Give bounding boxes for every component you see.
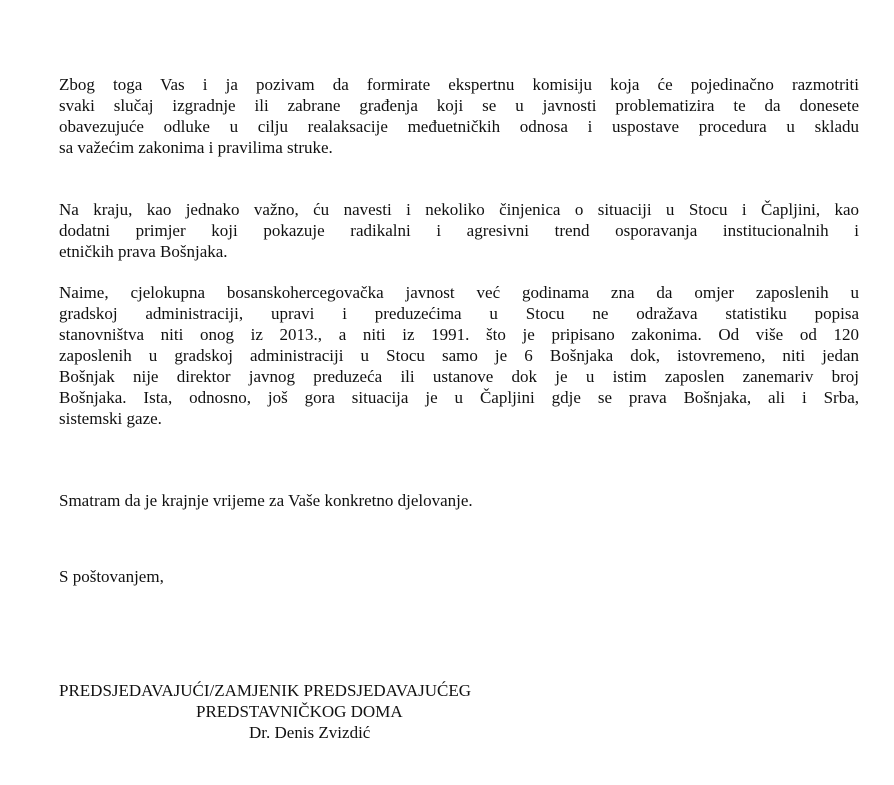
text-line: Smatram da je krajnje vrijeme za Vaše konkretno djelovanje. xyxy=(59,491,473,510)
text-line: etničkih prava Bošnjaka. xyxy=(59,242,228,261)
paragraph-employment-statistics xyxy=(59,282,859,429)
text-line: Zbog toga Vas i ja pozivam da formirate ekspertnu komisiju koja će pojedinačno razmotriti xyxy=(59,75,859,94)
paragraph-expert-commission xyxy=(59,74,859,158)
text-line: Bošnjaka. Ista, odnosno, još gora situacija je u Čapljini gdje se prava Bošnjaka, ali i Srba, xyxy=(59,388,859,407)
closing-text: S poštovanjem, xyxy=(59,567,164,586)
closing-salutation xyxy=(59,566,859,587)
text-line: obavezujuće odluke u cilju realaksacije međuetničkih odnosa i uspostave procedura u skladu xyxy=(59,117,859,136)
signature-title-line1: PREDSJEDAVAJUĆI/ZAMJENIK PREDSJEDAVAJUĆEG xyxy=(59,681,472,700)
text-line: Naime, cjelokupna bosanskohercegovačka javnost već godinama zna da omjer zaposlenih u xyxy=(59,283,859,302)
text-line: sistemski gaze. xyxy=(59,409,162,428)
signature-name: Dr. Denis Zvizdić xyxy=(249,723,371,742)
text-line: gradskoj administraciji, upravi i preduzećima u Stocu ne odražava statistiku popisa xyxy=(59,304,859,323)
text-line: stanovništva niti onog iz 2013., a niti iz 1991. što je pripisano zakonima. Od više od 120 xyxy=(59,325,859,344)
text-line: Na kraju, kao jednako važno, ću navesti i nekoliko činjenica o situaciji u Stocu i Čapljini, kao xyxy=(59,200,859,219)
paragraph-stolac-capljina-intro xyxy=(59,199,859,262)
text-line: zaposlenih u gradskoj administraciji u Stocu samo je 6 Bošnjaka dok, istovremeno, niti jedan xyxy=(59,346,859,365)
text-line: sa važećim zakonima i pravilima struke. xyxy=(59,138,333,157)
text-line: dodatni primjer koji pokazuje radikalni i agresivni trend osporavanja institucionalnih i xyxy=(59,221,859,240)
signature-title-line2: PREDSTAVNIČKOG DOMA xyxy=(196,702,403,721)
paragraph-call-to-action xyxy=(59,490,859,511)
text-line: svaki slučaj izgradnje ili zabrane građenja koji se u javnosti problematizira te da donesete xyxy=(59,96,859,115)
text-line: Bošnjak nije direktor javnog preduzeća ili ustanove dok je u istim zaposlen zanemariv broj xyxy=(59,367,859,386)
